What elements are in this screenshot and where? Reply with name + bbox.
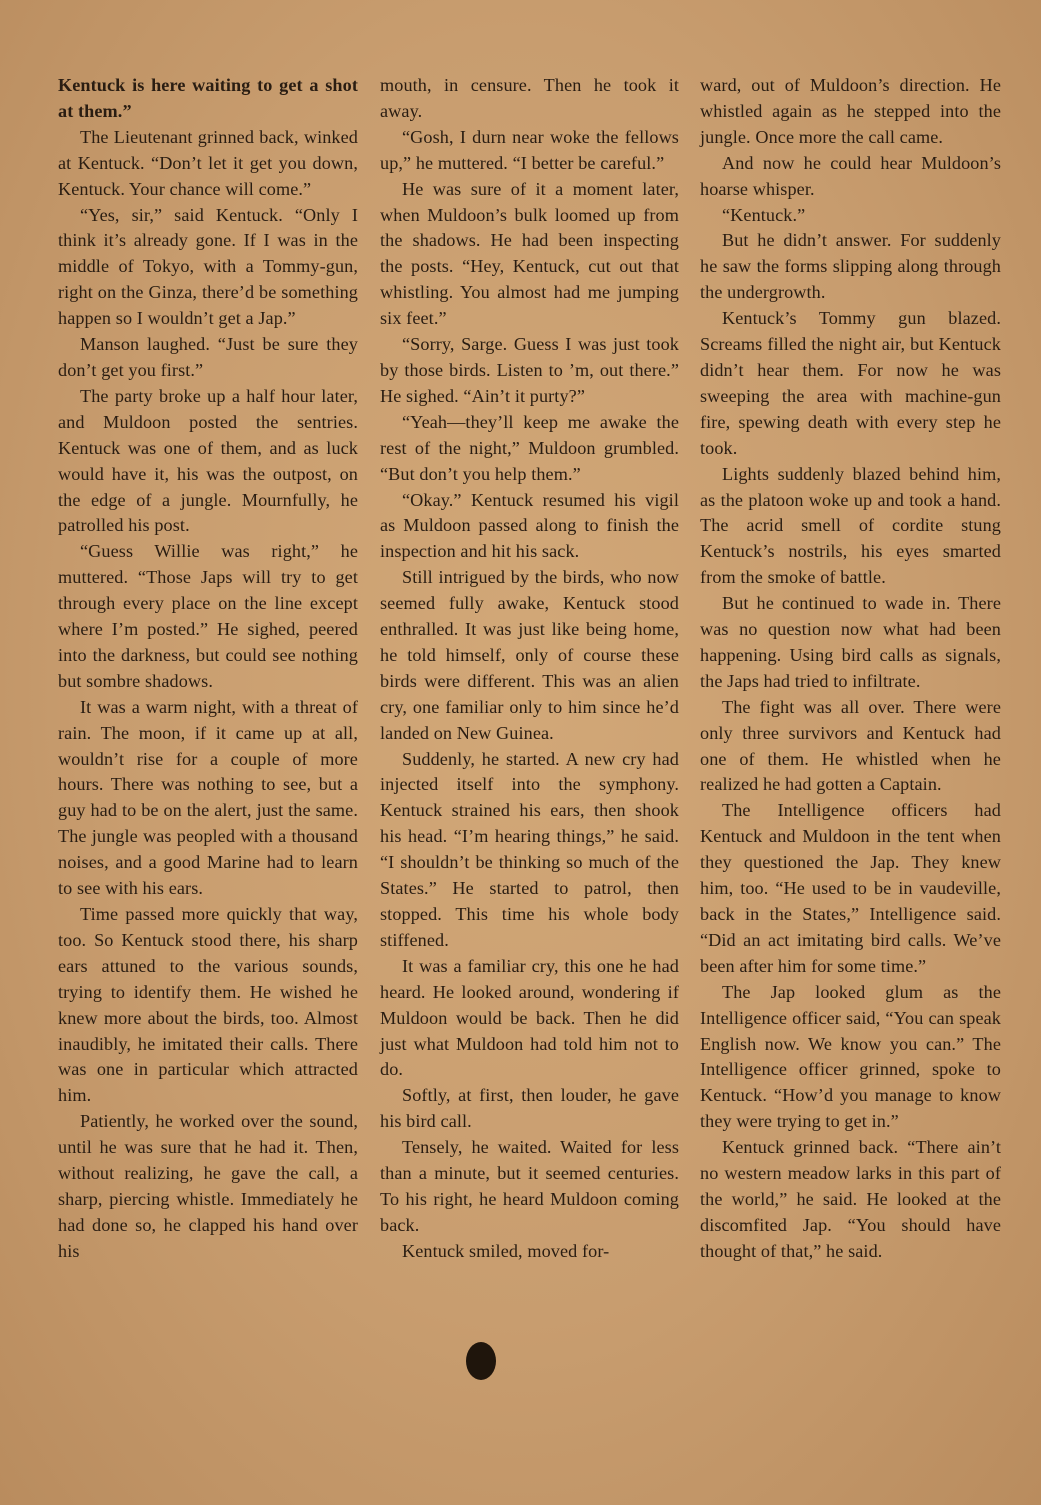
text-column-3: [700, 73, 1001, 1265]
paragraph: “Sorry, Sarge. Guess I was just took by those birds. Listen to ’m, out there.” He sighed. “Ain’t it purty?”: [380, 334, 679, 406]
paragraph: But he didn’t answer. For suddenly he saw the forms slipping along through the undergrowth.: [700, 230, 1001, 303]
paragraph: Suddenly, he started. A new cry had injected itself into the symphony. Kentuck strained his ears, then shook his head. “I’m hearing things,” he said. “I shouldn’t be thinking so much of the States.” He started to patrol, then stopped. This time his whole body stiffened.: [380, 748, 679, 950]
paragraph: Lights suddenly blazed behind him, as the platoon woke up and took a hand. The acrid smell of cordite stung Kentuck’s nostrils, his eyes smarted from the smoke of battle.: [700, 463, 1001, 588]
paragraph: Time passed more quickly that way, too. So Kentuck stood there, his sharp ears attuned to the various sounds, trying to identify them. He wished he knew more about the birds, too. Almost inaudibly, he imitated their calls. There was one in particular which attracted him.: [58, 904, 358, 1106]
paragraph: Kentuck’s Tommy gun blazed. Screams filled the night air, but Kentuck didn’t hear them. For now he was sweeping the area with machine-gun fire, spewing death with every step he took.: [700, 308, 1001, 458]
paragraph: Tensely, he waited. Waited for less than a minute, but it seemed centuries. To his right, he heard Muldoon coming back.: [380, 1137, 679, 1235]
paragraph: Still intrigued by the birds, who now seemed fully awake, Kentuck stood enthralled. It was just like being home, he told himself, only of course these birds were different. This was an alien cry, one familiar only to him since he’d landed on New Guinea.: [380, 567, 679, 743]
paragraph: The fight was all over. There were only three survivors and Kentuck had one of them. He whistled when he realized he had gotten a Captain.: [700, 696, 1001, 795]
paragraph: Manson laughed. “Just be sure they don’t get you first.”: [58, 334, 358, 380]
paragraph: But he continued to wade in. There was no question now what had been happening. Using bird calls as signals, the Japs had tried to infiltrate.: [700, 593, 1001, 691]
paragraph: The Intelligence officers had Kentuck and Muldoon in the tent when they questioned the Jap. They knew him, too. “He used to be in vaudeville, back in the States,” Intelligence said. “Did an act imitating bird calls. We’ve been after him for some time.”: [700, 800, 1001, 976]
ink-blot: [466, 1342, 496, 1380]
paragraph: Kentuck smiled, moved for-: [402, 1240, 610, 1261]
paragraph: The party broke up a half hour later, and Muldoon posted the sentries. Kentuck was one of them, and as luck would have it, his was the outpost, on the edge of a jungle. Mournfully, he patrolled his post.: [58, 385, 358, 536]
paragraph: ward, out of Muldoon’s direction. He whistled again as he stepped into the jungle. Once more the call came.: [700, 75, 1001, 147]
paragraph: mouth, in censure. Then he took it away.: [380, 75, 679, 121]
paragraph: It was a familiar cry, this one he had heard. He looked around, wondering if Muldoon would be back. Then he did just what Muldoon had told him not to do.: [380, 955, 679, 1080]
paragraph: And now he could hear Muldoon’s hoarse whisper.: [700, 152, 1001, 199]
paragraph: Kentuck is here waiting to get a shot at them.”: [58, 75, 358, 121]
text-column-2: [380, 73, 679, 1265]
paragraph: “Guess Willie was right,” he muttered. “Those Japs will try to get through every place on the line except where I’m posted.” He sighed, peered into the darkness, but could see nothing but sombre shadows.: [58, 541, 358, 691]
paragraph: Kentuck grinned back. “There ain’t no western meadow larks in this part of the world,” he said. He looked at the discomfited Jap. “You should have thought of that,” he said.: [700, 1137, 1001, 1261]
paragraph: “Kentuck.”: [722, 204, 806, 225]
paragraph: “Okay.” Kentuck resumed his vigil as Muldoon passed along to finish the inspection and hit his sack.: [380, 489, 679, 562]
paragraph: Softly, at first, then louder, he gave his bird call.: [380, 1085, 679, 1132]
paragraph: “Yeah—they’ll keep me awake the rest of the night,” Muldoon grumbled. “But don’t you help them.”: [380, 411, 679, 484]
paragraph: “Gosh, I durn near woke the fellows up,” he muttered. “I better be careful.”: [380, 126, 679, 173]
paragraph: The Lieutenant grinned back, winked at Kentuck. “Don’t let it get you down, Kentuck. Your chance will come.”: [58, 126, 358, 199]
paragraph: Patiently, he worked over the sound, until he was sure that he had it. Then, without realizing, he gave the call, a sharp, piercing whistle. Immediately he had done so, he clapped his hand over his: [58, 1111, 358, 1261]
text-column-1: [58, 73, 358, 1265]
paragraph: It was a warm night, with a threat of rain. The moon, if it came up at all, wouldn’t rise for a couple of more hours. There was nothing to see, but a guy had to be on the alert, just the same. The jungle was peopled with a thousand noises, and a good Marine had to learn to see with his ears.: [58, 696, 358, 899]
paragraph: The Jap looked glum as the Intelligence officer said, “You can speak English now. We know you can.” The Intelligence officer grinned, spoke to Kentuck. “How’d you manage to know they were trying to get in.”: [700, 981, 1001, 1132]
paragraph: He was sure of it a moment later, when Muldoon’s bulk loomed up from the shadows. He had been inspecting the posts. “Hey, Kentuck, cut out that whistling. You almost had me jumping six feet.”: [380, 178, 679, 329]
paragraph: “Yes, sir,” said Kentuck. “Only I think it’s already gone. If I was in the middle of Tokyo, with a Tommy-gun, right on the Ginza, there’d be something happen so I wouldn’t get a Jap.”: [58, 204, 358, 329]
